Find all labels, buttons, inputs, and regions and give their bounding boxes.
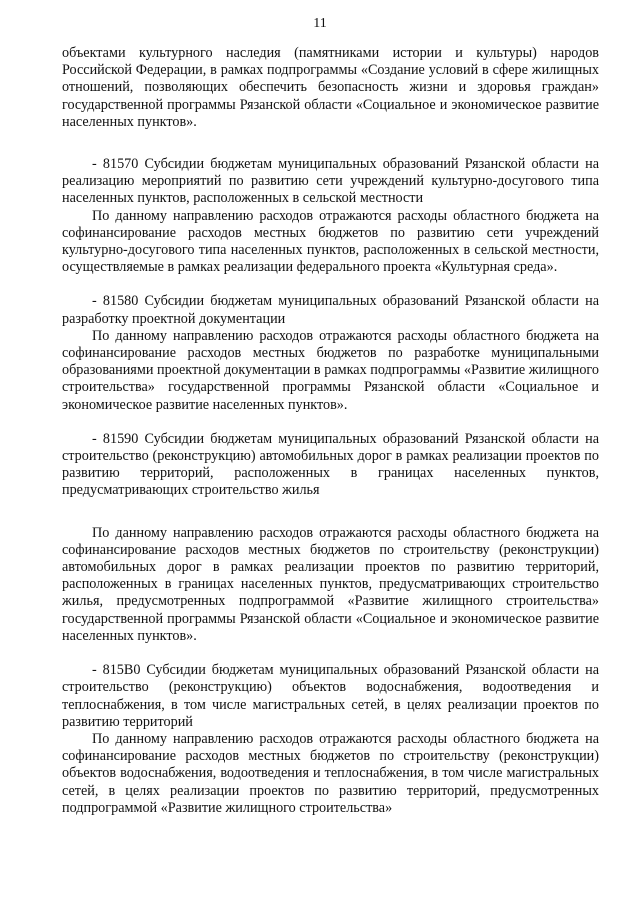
section-heading-81570: - 81570 Субсидии бюджетам муниципальных образований Рязанской области на реализацию мероприятий по развитию сети учреждений культурно-досугового типа населенных пунктов, расположенных в сельской местности	[62, 156, 599, 207]
section-body-81570: По данному направлению расходов отражаются расходы областного бюджета на софинансирование расходов местных бюджетов по развитию сети учреждений культурно-досугового типа населенных пунктов, расположенных в сельской местности, осуществляемые в рамках реализации федерального проекта «Культурная среда».	[62, 207, 599, 276]
document-body	[62, 45, 599, 817]
section-body-815B0: По данному направлению расходов отражаются расходы областного бюджета на софинансирование расходов местных бюджетов по строительству (реконструкции) объектов водоснабжения, водоотведения и теплоснабжения, в том числе магистральных сетей, в целях реализации проектов по развитию территорий, предусмотренных подпрограммой «Развитие жилищного строительства»	[62, 730, 599, 816]
section-heading-81590: - 81590 Субсидии бюджетам муниципальных образований Рязанской области на строительство (реконструкцию) автомобильных дорог в рамках реализации проектов по развитию территорий, расположенных в границах населенных пунктов, предусматривающих строительство жилья	[62, 430, 599, 499]
section-heading-815B0: - 815В0 Субсидии бюджетам муниципальных образований Рязанской области на строительство (реконструкцию) объектов водоснабжения, водоотведения и теплоснабжения, в том числе магистральных сетей, в целях реализации проектов по развитию территорий	[62, 662, 599, 730]
paragraph-continuation: объектами культурного наследия (памятниками истории и культуры) народов Российской Федерации, в рамках подпрограммы «Создание условий в сфере жилищных отношений, позволяющих обеспечить безопасность жизни и здоровья граждан» государственной программы Рязанской области «Социальное и экономическое развитие населенных пунктов».	[62, 45, 599, 130]
section-body-81590: По данному направлению расходов отражаются расходы областного бюджета на софинансирование расходов местных бюджетов по строительству (реконструкции) автомобильных дорог в рамках реализации проектов по развитию территорий, расположенных в границах населенных пунктов, предусматривающих строительство жилья, предусмотренных подпрограммой «Развитие жилищного строительства» государственной программы Рязанской области «Социальное и экономическое развитие населенных пунктов».	[62, 524, 599, 644]
page-number: 11	[313, 16, 327, 31]
section-heading-81580: - 81580 Субсидии бюджетам муниципальных образований Рязанской области на разработку проектной документации	[62, 293, 599, 327]
section-body-81580: По данному направлению расходов отражаются расходы областного бюджета на софинансирование расходов местных бюджетов по разработке муниципальными образованиями проектной документации в рамках подпрограммы «Развитие жилищного строительства» государственной программы Рязанской области «Социальное и экономическое развитие населенных пунктов».	[62, 327, 599, 413]
